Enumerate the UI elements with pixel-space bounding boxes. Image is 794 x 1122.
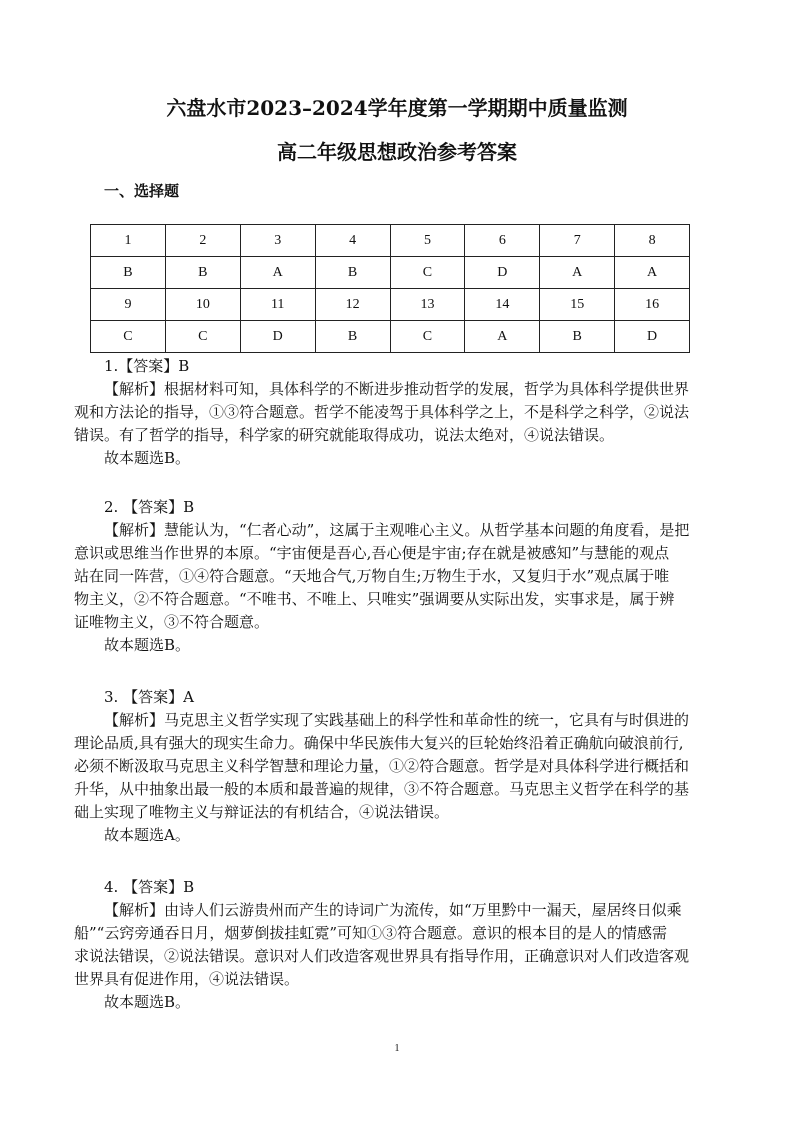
answer-table-row: [91, 225, 690, 257]
answer-line: 站在同一阵营，①④符合题意。“天地合气,万物自生;万物生于水，又复归于水”观点属于唯: [74, 567, 670, 585]
answer-table-cell: 6: [465, 225, 540, 257]
answer-table-cell: 10: [165, 289, 240, 321]
answer-table-cell: 14: [465, 289, 540, 321]
answer-block-1: [74, 355, 724, 470]
answer-block-4: [74, 876, 724, 1014]
answer-table-cell: C: [91, 321, 166, 353]
answer-table-cell: 9: [91, 289, 166, 321]
answer-block-2: [74, 496, 724, 657]
answer-line: 理论品质,具有强大的现实生命力。确保中华民族伟大复兴的巨轮始终沿着正确航向破浪前行,: [74, 734, 684, 752]
answer-line: 【解析】马克思主义哲学实现了实践基础上的科学性和革命性的统一，它具有与时俱进的: [104, 711, 690, 729]
answer-line: 意识或思维当作世界的本原。“宇宙便是吾心,吾心便是宇宙;存在就是被感知”与慧能的观点: [74, 544, 670, 562]
answer-table-cell: 2: [165, 225, 240, 257]
answer-table-cell: A: [465, 321, 540, 353]
answer-line: 础上实现了唯物主义与辩证法的有机结合，④说法错误。: [74, 803, 450, 821]
answer-line: 观和方法论的指导，①③符合题意。哲学不能凌驾于具体科学之上，不是科学之科学，②说法: [74, 403, 690, 421]
answer-table-cell: D: [615, 321, 690, 353]
answer-table-row: [91, 321, 690, 353]
answer-table-cell: D: [240, 321, 315, 353]
answer-line: 升华，从中抽象出最一般的本质和最普遍的规律，③不符合题意。马克思主义哲学在科学的基: [74, 780, 690, 798]
answer-conclusion: 故本题选B。: [104, 449, 191, 467]
answer-line: 错误。有了哲学的指导，科学家的研究就能取得成功，说法太绝对，④说法错误。: [74, 426, 615, 444]
answer-table-cell: C: [165, 321, 240, 353]
answer-table-cell: D: [465, 257, 540, 289]
answer-table-cell: B: [315, 321, 390, 353]
answer-table-row: [91, 289, 690, 321]
answer-line: 船”“云窍旁通吞日月，烟萝倒拔挂虹霓”可知①③符合题意。意识的根本目的是人的情感需: [74, 924, 668, 942]
answer-conclusion: 故本题选B。: [104, 636, 191, 654]
answer-table: [90, 224, 690, 353]
page-title-line2: 高二年级思想政治参考答案: [277, 140, 517, 164]
answer-line: 求说法错误，②说法错误。意识对人们改造客观世界具有指导作用，正确意识对人们改造客观: [74, 947, 690, 965]
answer-table-cell: A: [615, 257, 690, 289]
answer-conclusion: 故本题选A。: [104, 826, 190, 844]
answer-table-cell: B: [540, 321, 615, 353]
answer-table-cell: A: [240, 257, 315, 289]
answer-line: 证唯物主义，③不符合题意。: [74, 613, 270, 631]
section-heading-choice: 一、选择题: [104, 182, 180, 200]
answer-head: 2. 【答案】B: [104, 498, 195, 516]
answer-table-cell: 7: [540, 225, 615, 257]
answer-conclusion: 故本题选B。: [104, 993, 191, 1011]
answer-head: 1.【答案】B: [104, 357, 190, 375]
answer-head: 4. 【答案】B: [104, 878, 195, 896]
answer-table-cell: 13: [390, 289, 465, 321]
answer-table-cell: 12: [315, 289, 390, 321]
answer-table-cell: 3: [240, 225, 315, 257]
answer-line: 物主义，②不符合题意。“不唯书、不唯上、只唯实”强调要从实际出发，实事求是，属于辨: [74, 590, 675, 608]
page-title-line1: 六盘水市2023–2024学年度第一学期期中质量监测: [166, 96, 628, 120]
answer-head: 3. 【答案】A: [104, 688, 194, 706]
answer-table-cell: 15: [540, 289, 615, 321]
answer-table-cell: B: [91, 257, 166, 289]
answer-block-3: [74, 686, 724, 847]
answer-table-cell: C: [390, 257, 465, 289]
answer-table-row: [91, 257, 690, 289]
answer-line: 世界具有促进作用，④说法错误。: [74, 970, 300, 988]
answer-table-cell: 11: [240, 289, 315, 321]
answer-table-cell: 8: [615, 225, 690, 257]
page-number: 1: [394, 1043, 400, 1054]
answer-line: 【解析】根据材料可知，具体科学的不断进步推动哲学的发展，哲学为具体科学提供世界: [104, 380, 690, 398]
answer-table-cell: A: [540, 257, 615, 289]
answer-line: 【解析】慧能认为，“仁者心动”，这属于主观唯心主义。从哲学基本问题的角度看，是把: [104, 521, 690, 539]
answer-table-cell: 16: [615, 289, 690, 321]
answer-line: 【解析】由诗人们云游贵州而产生的诗词广为流传，如“万里黔中一漏天，屋居终日似乘: [104, 901, 682, 919]
answer-table-cell: B: [165, 257, 240, 289]
answer-table-cell: 5: [390, 225, 465, 257]
answer-line: 必须不断汲取马克思主义科学智慧和理论力量，①②符合题意。哲学是对具体科学进行概括和: [74, 757, 690, 775]
answer-table-cell: C: [390, 321, 465, 353]
answer-table-cell: 1: [91, 225, 166, 257]
answer-table-cell: B: [315, 257, 390, 289]
answer-table-cell: 4: [315, 225, 390, 257]
